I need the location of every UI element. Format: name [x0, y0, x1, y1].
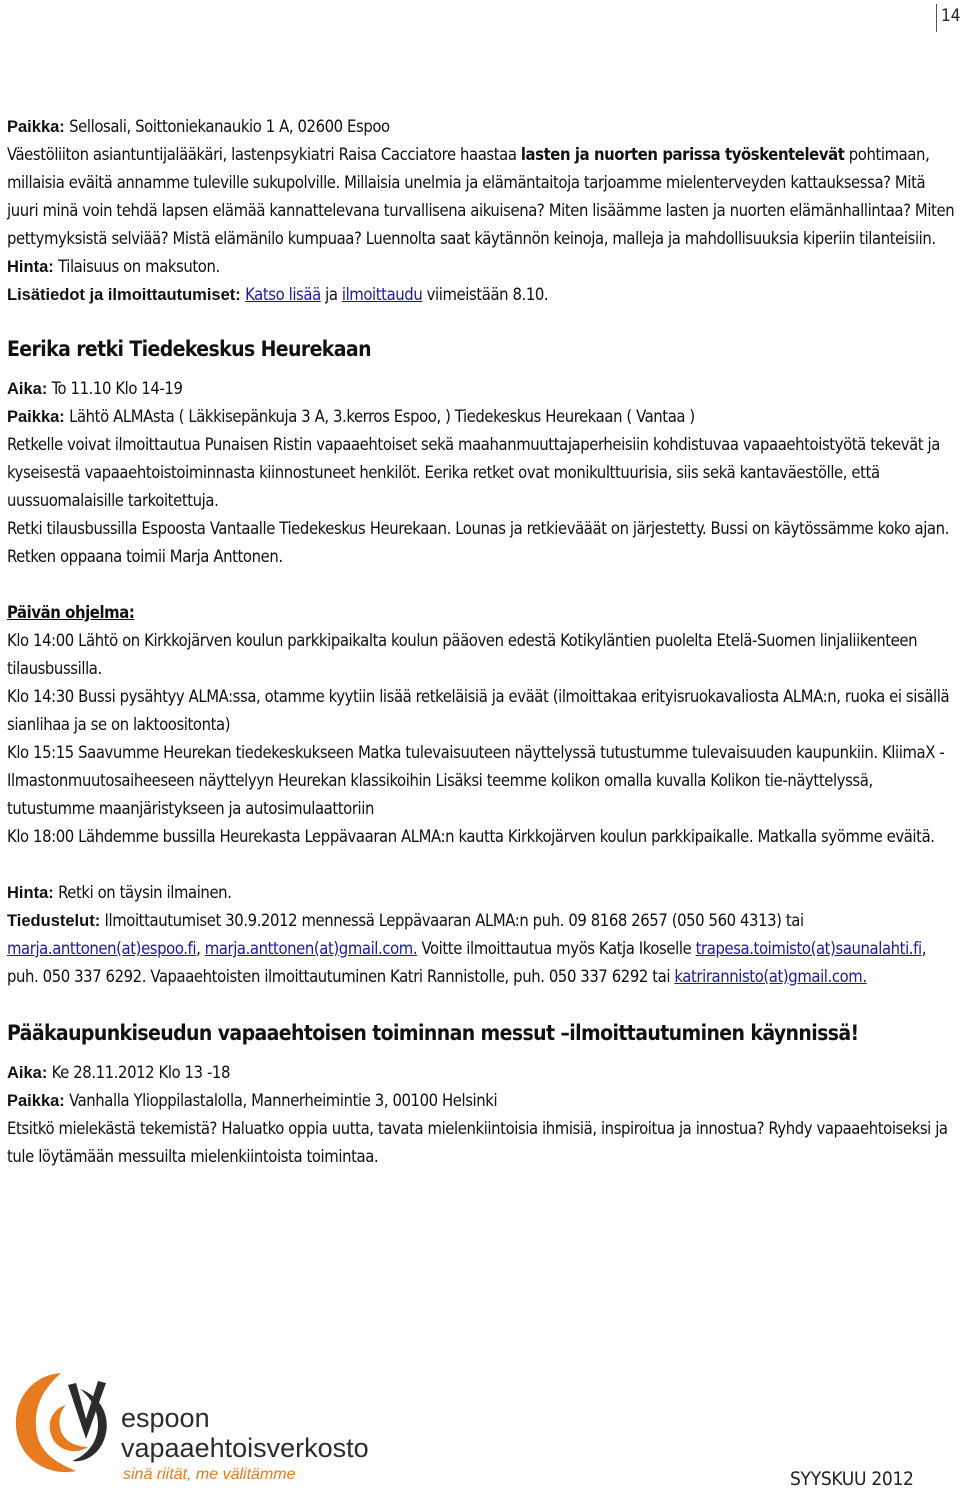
- espoon-vapaaehtoisverkosto-logo: [6, 1365, 369, 1485]
- page-number: 14: [936, 4, 958, 32]
- tiedustelut-text: Ilmoittautumiset 30.9.2012 mennessä Leppävaaran ALMA:n puh. 09 8168 2657 (050 560 4313) tai: [100, 911, 804, 930]
- aika-label: Aika:: [7, 380, 48, 398]
- tiedustelut-text-2: Voitte ilmoittautua myös Katja Ikoselle: [417, 939, 696, 958]
- paikka-value-3: Vanhalla Ylioppilastalolla, Mannerheimintie 3, 00100 Helsinki: [64, 1091, 498, 1110]
- tiedustelut-text-3: , puh. 050 337 6292. Vapaaehtoisten ilmoittautuminen Katri Rannistolle, puh. 050 337 6292 tai: [7, 939, 927, 986]
- logo-line-2: vapaaehtoisverkosto: [121, 1433, 369, 1463]
- tiedustelut-paragraph: [7, 907, 955, 991]
- email-link-trapesa[interactable]: trapesa.toimisto(at)saunalahti.fi: [695, 939, 922, 958]
- program-item: Klo 18:00 Lähdemme bussilla Heurekasta Leppävaaran ALMA:n kautta Kirkkojärven koulun parkkipaikalle. Matkalla syömme eväitä.: [7, 827, 935, 846]
- lisatiedot-line: [7, 281, 955, 309]
- paikka-line: [7, 113, 955, 141]
- paikka-label: Paikka:: [7, 118, 65, 136]
- hinta-label: Hinta:: [7, 258, 54, 276]
- hinta-line-2: [7, 879, 955, 907]
- trip-details: Retki tilausbussilla Espoosta Vantaalle Tiedekeskus Heurekaan. Lounas ja retkievääät on järjestetty. Bussi on käytössämme koko ajan. Retken oppaana toimii Marja Anttonen.: [7, 519, 949, 566]
- aika-value-3: Ke 28.11.2012 Klo 13 -18: [47, 1063, 231, 1082]
- separator-text: ,: [196, 939, 205, 958]
- email-link-katri[interactable]: katrirannisto(at)gmail.com.: [674, 967, 867, 986]
- messut-description: Etsitkö mielekästä tekemistä? Haluatko oppia uutta, tavata mielenkiintoisia ihmisiä, inspiroitua ja innostua? Ryhdy vapaaehtoiseksi ja tule löytämään messuilta mielenkiintoista toimintaa.: [7, 1119, 948, 1166]
- paikka-label-2: Paikka:: [7, 408, 65, 426]
- ja-text: ja: [320, 285, 342, 304]
- deadline-text: viimeistään 8.10.: [422, 285, 549, 304]
- paikka-label-3: Paikka:: [7, 1092, 65, 1110]
- program-item: Klo 15:15 Saavumme Heurekan tiedekeskukseen Matka tulevaisuuteen näyttelyssä tutustumme tulevaisuuden kaupunkiin. KliimaX - Ilmastonmuutosaiheeseen näyttelyyn Heurekan klassikoihin Lisäksi teemme kolikon omalla kuvalla Kolikon tie-näyttelyssä, tutustumme maanjäristykseen ja autosimulaattoriin: [7, 743, 945, 818]
- logo-tagline: sinä riität, me välitämme: [123, 1466, 296, 1483]
- hinta-value: Tilaisuus on maksuton.: [53, 257, 220, 276]
- description-text-cont: pohtimaan, millaisia eväitä annamme tuleville sukupolville. Millaisia unelmia ja elämäntaitoja tarjoamme mielenterveyden kattauksessa? Mitä juuri minä voin tehdä lapsen elämää kannattelevana turvallisena aikuisena? Miten lisäämme lasten ja nuorten elämänhallintaa? Miten pettymyksistä selviää? Mistä elämänilo kumpuaa? Luennolta saat käytännön keinoja, malleja ja mahdollisuuksia kiperiin tilanteisiin.: [7, 145, 955, 248]
- aika-line-3: [7, 1059, 955, 1087]
- trip-description: Retkelle voivat ilmoittautua Punaisen Ristin vapaaehtoiset sekä maahanmuuttajaperheisiin kohdistuvaa vapaaehtoistyötä tekevät ja kyseisestä vapaaehtoistoiminnasta kiinnostuneet henkilöt. Eerika retket ovat monikulttuurisia, siis sekä kantaväestölle, että uussuomalaisille tarkoitettuja.: [7, 435, 940, 510]
- program-heading: Päivän ohjelma:: [7, 603, 135, 622]
- email-link-marja-espoo[interactable]: marja.anttonen(at)espoo.fi: [7, 939, 197, 958]
- email-link-marja-gmail[interactable]: marja.anttonen(at)gmail.com.: [204, 939, 418, 958]
- document-body: [7, 113, 955, 1171]
- messut-heading: Pääkaupunkiseudun vapaaehtoisen toiminnan messut –ilmoittautuminen käynnissä!: [7, 1021, 859, 1045]
- aika-line: [7, 375, 955, 403]
- lisatiedot-label: Lisätiedot ja ilmoittautumiset:: [7, 286, 241, 304]
- hinta-label-2: Hinta:: [7, 884, 54, 902]
- tiedustelut-label: Tiedustelut:: [7, 912, 101, 930]
- ev-logo-icon: [6, 1365, 118, 1483]
- paikka-line-2: [7, 403, 955, 431]
- logo-line-1: espoon: [121, 1403, 210, 1433]
- paikka-line-3: [7, 1087, 955, 1115]
- program-item: Klo 14:00 Lähtö on Kirkkojärven koulun parkkipaikalta koulun pääoven edestä Kotikyläntien puolelta Etelä-Suomen linjaliikenteen tilausbussilla.: [7, 631, 918, 678]
- hinta-value-2: Retki on täysin ilmainen.: [53, 883, 232, 902]
- aika-value: To 11.10 Klo 14-19: [47, 379, 183, 398]
- katso-lisaa-link[interactable]: Katso lisää: [245, 285, 321, 304]
- paikka-value: Sellosali, Soittoniekanaukio 1 A, 02600 Espoo: [64, 117, 390, 136]
- lecture-description: [7, 141, 955, 253]
- footer-date: SYYSKUU 2012: [790, 1468, 914, 1490]
- program-item: Klo 14:30 Bussi pysähtyy ALMA:ssa, otamme kyytiin lisää retkeläisiä ja eväät (ilmoittakaa erityisruokavaliosta ALMA:n, ruoka ei sisällä sianlihaa ja se on laktoositonta): [7, 687, 950, 734]
- eerika-heading: Eerika retki Tiedekeskus Heurekaan: [7, 337, 371, 361]
- paikka-value-2: Lähtö ALMAsta ( Läkkisepänkuja 3 A, 3.kerros Espoo, ) Tiedekeskus Heurekaan ( Vantaa ): [64, 407, 695, 426]
- aika-label-3: Aika:: [7, 1064, 48, 1082]
- hinta-line: [7, 253, 955, 281]
- ilmoittaudu-link[interactable]: ilmoittaudu: [341, 285, 423, 304]
- description-emphasis: lasten ja nuorten parissa työskentelevät: [520, 145, 845, 164]
- description-text: Väestöliiton asiantuntijalääkäri, lastenpsykiatri Raisa Cacciatore haastaa: [7, 145, 521, 164]
